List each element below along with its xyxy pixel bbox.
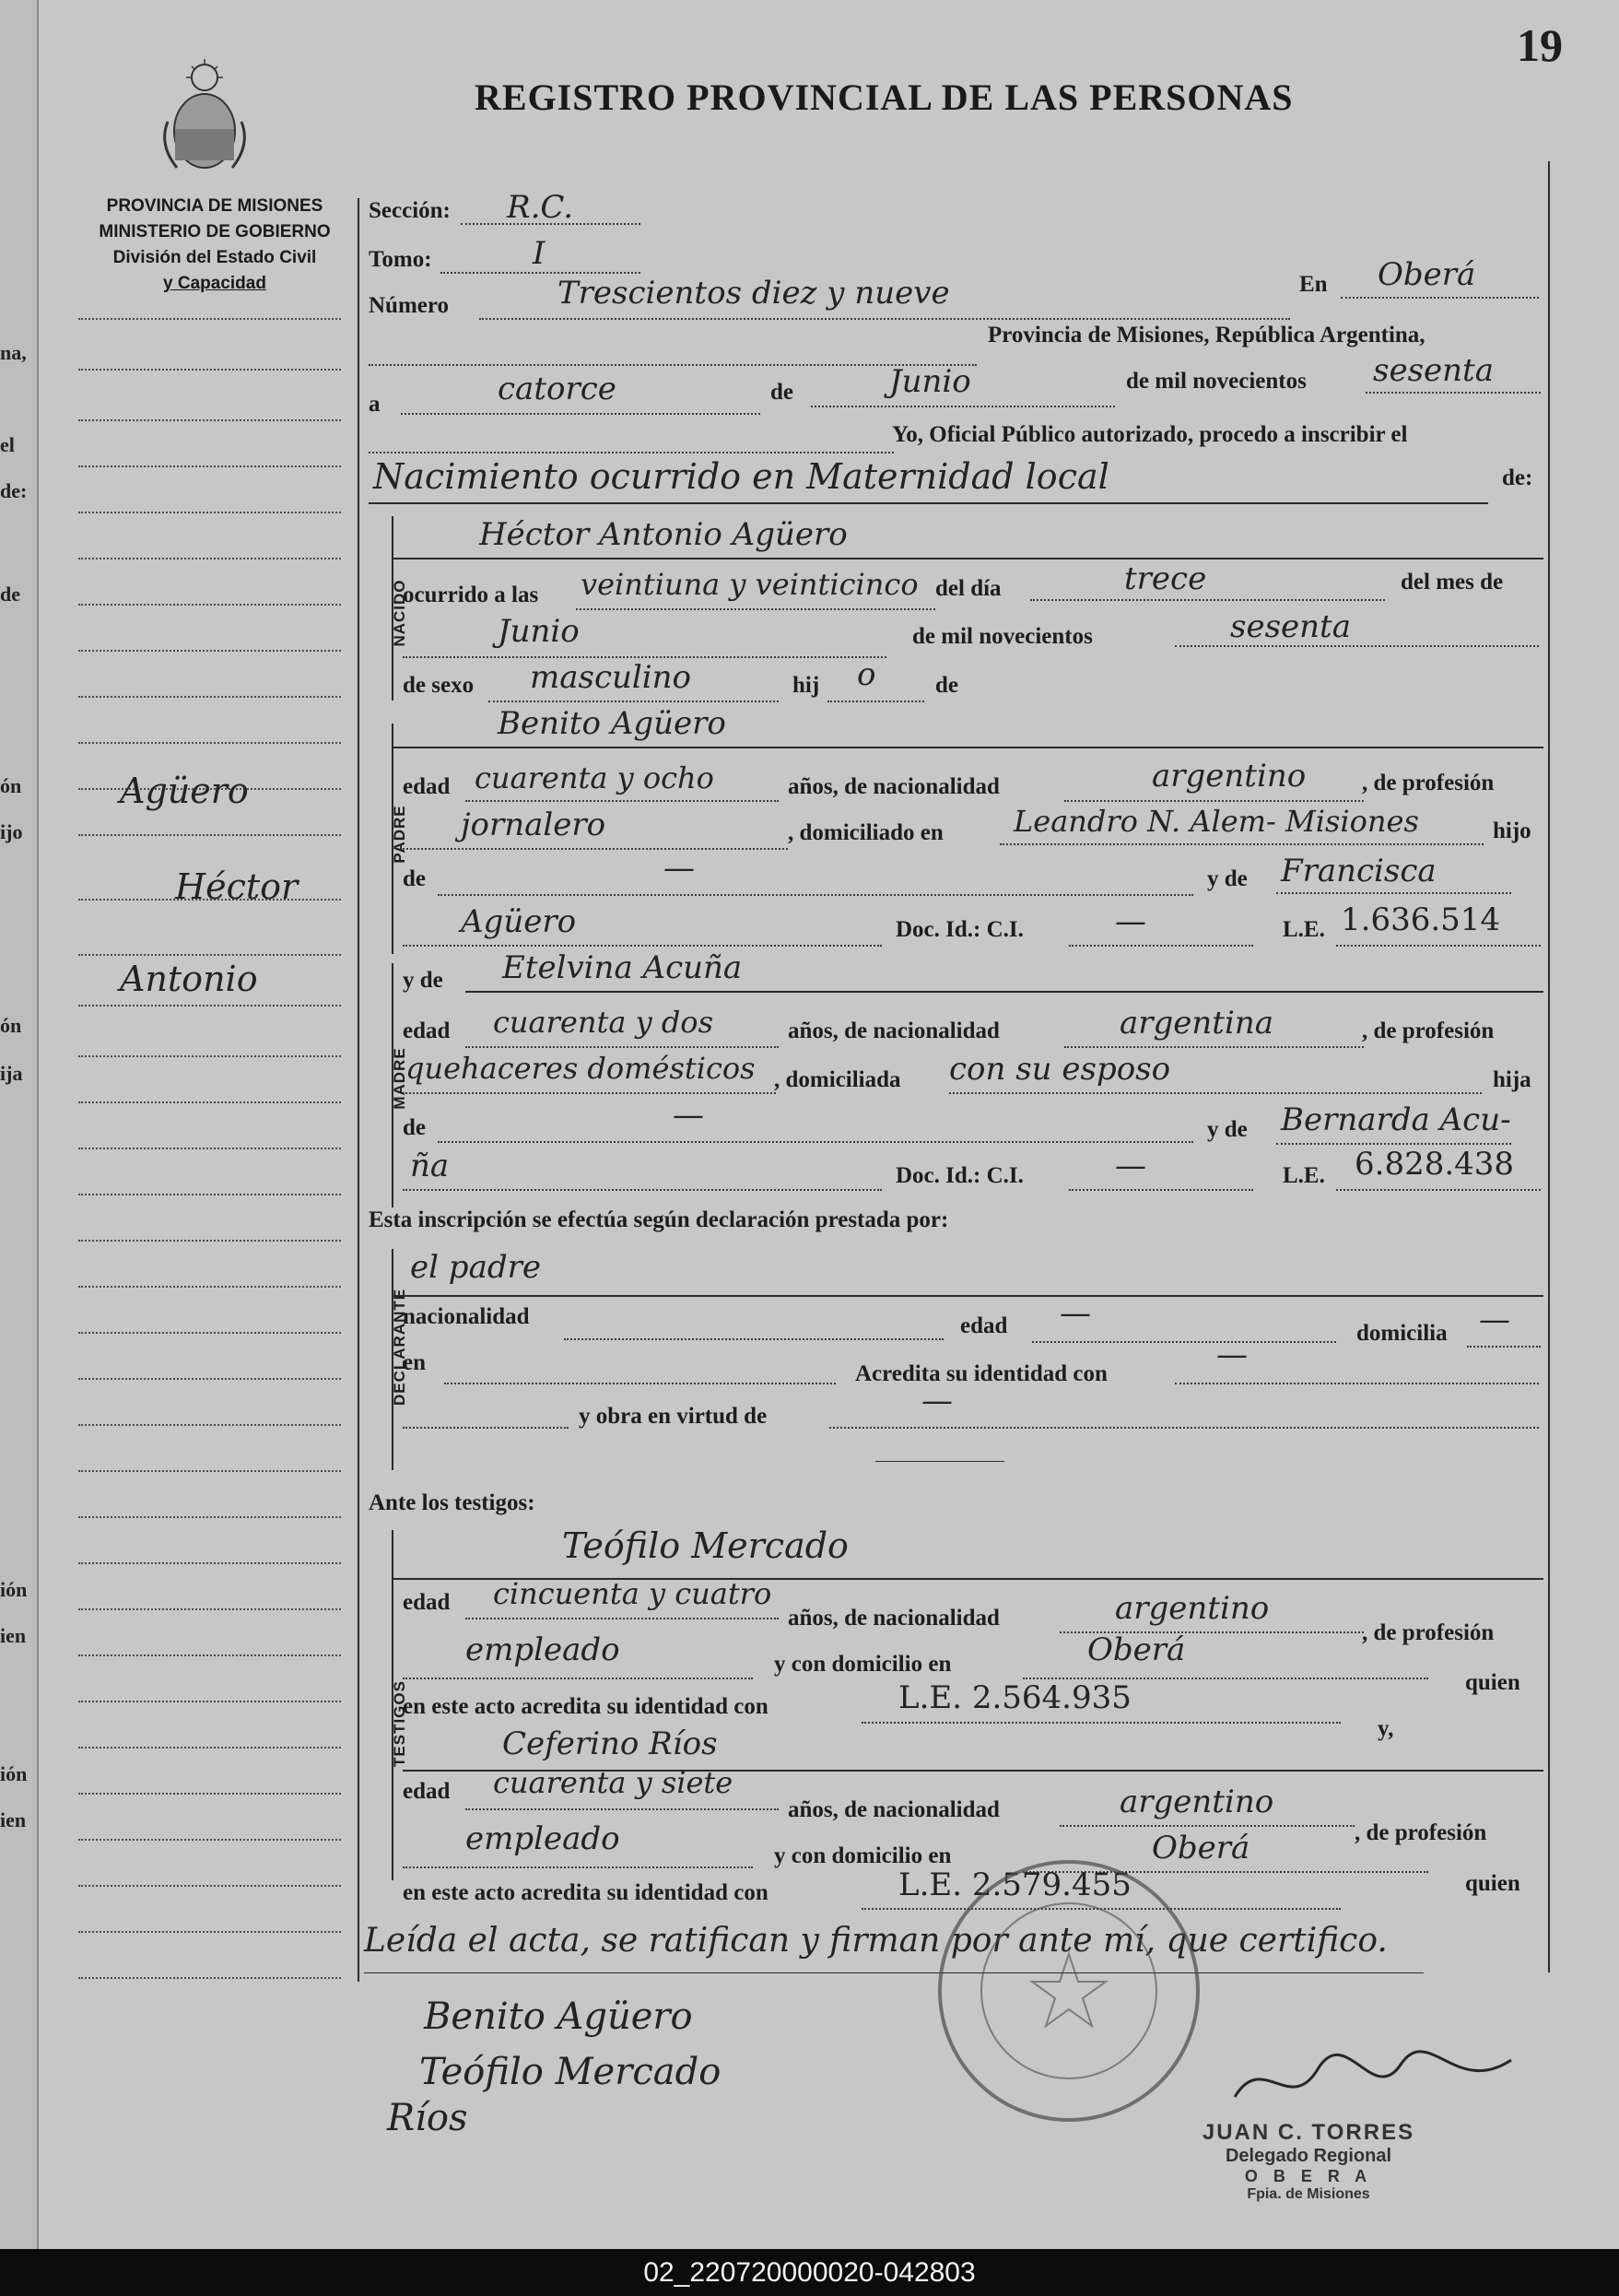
side-fragment: ien xyxy=(0,1624,27,1647)
madre-de-label: de xyxy=(403,1115,426,1140)
padre-edad: cuarenta y ocho xyxy=(475,760,714,795)
t1-acredita-label: en este acto acredita su identidad con xyxy=(403,1694,768,1719)
side-fragment: de: xyxy=(0,479,28,502)
declarante-tag: DECLARANTE xyxy=(391,1288,408,1406)
padre-le: 1.636.514 xyxy=(1341,901,1501,938)
margin-middle-name: Antonio xyxy=(120,959,258,999)
issuing-organization xyxy=(72,194,358,297)
de-sexo-label: de sexo xyxy=(403,673,475,698)
padre-le-label: L.E. xyxy=(1283,917,1325,942)
madre-doc-label: Doc. Id.: C.I. xyxy=(896,1163,1024,1188)
decl-domicilia: — xyxy=(1479,1301,1510,1338)
decl-nac-label: nacionalidad xyxy=(403,1304,530,1329)
closing-statement: Leída el acta, se ratifican y firman por ante mí, que certifico. xyxy=(364,1922,1388,1960)
padre-hijo-de-2: Francisca xyxy=(1281,853,1437,889)
margin-surname: Agüero xyxy=(120,771,249,811)
margin-divider xyxy=(358,198,359,1982)
side-fragment: ión xyxy=(0,1762,28,1785)
t1-nac-label: años, de nacionalidad xyxy=(788,1606,1000,1631)
testigo1-documento: L.E. 2.564.935 xyxy=(898,1679,1132,1716)
oficial-text: Yo, Oficial Público autorizado, procedo a inscribir el xyxy=(892,422,1408,447)
testigo1-domicilio: Oberá xyxy=(1087,1631,1186,1668)
madre-tag: MADRE xyxy=(391,1047,408,1110)
madre-le: 6.828.438 xyxy=(1355,1146,1515,1183)
de-mil-2-label: de mil novecientos xyxy=(912,624,1093,649)
document-title: REGISTRO PROVINCIAL DE LAS PERSONAS xyxy=(475,77,1294,118)
de-label: de xyxy=(770,380,793,405)
decl-obra-label: y obra en virtud de xyxy=(579,1404,768,1429)
hij-label: hij xyxy=(792,673,820,698)
madre-edad-label: edad xyxy=(403,1018,451,1043)
signature-witness-1: Teófilo Mercado xyxy=(419,2051,722,2093)
signature-father: Benito Agüero xyxy=(424,1996,693,2038)
declaracion-text: Esta inscripción se efectúa según declaración prestada por: xyxy=(369,1207,949,1232)
testigo1-nacionalidad: argentino xyxy=(1115,1590,1270,1627)
numero-label: Número xyxy=(369,293,450,318)
decl-acredita: — xyxy=(1216,1336,1248,1373)
hecho-value: Nacimiento ocurrido en Maternidad local xyxy=(373,456,1109,497)
padre-domicilio: Leandro N. Alem- Misiones xyxy=(1014,804,1419,839)
decl-obra: — xyxy=(921,1383,953,1419)
nacido-sexo: masculino xyxy=(530,659,692,696)
declarante-quien: el padre xyxy=(410,1249,541,1286)
nacido-nombre: Héctor Antonio Agüero xyxy=(479,516,848,553)
t1-dom-label: y con domicilio en xyxy=(774,1652,952,1677)
side-fragment: de xyxy=(0,583,20,606)
page-number: 19 xyxy=(1517,19,1563,71)
seccion-value: R.C. xyxy=(507,189,574,226)
org-line: PROVINCIA DE MISIONES xyxy=(106,196,323,216)
side-fragment: el xyxy=(0,433,15,456)
tomo-value: I xyxy=(533,235,546,272)
t2-prof-label: , de profesión xyxy=(1355,1820,1487,1845)
decl-domicilia-label: domicilia xyxy=(1356,1321,1448,1346)
testigo1-nombre: Teófilo Mercado xyxy=(562,1525,849,1566)
de-colon-label: de: xyxy=(1502,465,1533,490)
official-province: Fpia. de Misiones xyxy=(1247,2186,1370,2202)
registry-stamp-icon xyxy=(931,1853,1207,2129)
madre-ci: — xyxy=(1115,1148,1146,1184)
org-line: MINISTERIO DE GOBIERNO xyxy=(99,222,331,241)
t2-nac-label: años, de nacionalidad xyxy=(788,1797,1000,1822)
testigo2-domicilio: Oberá xyxy=(1152,1830,1250,1866)
testigo2-documento: L.E. 2.579.455 xyxy=(898,1866,1132,1903)
lugar-value: Oberá xyxy=(1378,256,1476,293)
de-2-label: de xyxy=(935,673,958,698)
madre-prof-label: , de profesión xyxy=(1362,1018,1495,1043)
testigo1-edad: cincuenta y cuatro xyxy=(493,1576,772,1611)
official-name: JUAN C. TORRES xyxy=(1202,2120,1415,2145)
nacido-dia: trece xyxy=(1124,560,1207,597)
t1-y-label: y, xyxy=(1378,1716,1394,1741)
form-right-border xyxy=(1548,161,1550,1972)
madre-dom-label: , domiciliada xyxy=(774,1067,901,1092)
file-code: 02_220720000020-042803 xyxy=(643,2257,976,2288)
anio-value: sesenta xyxy=(1373,352,1494,389)
nacido-mes: Junio xyxy=(498,613,580,650)
side-fragment: ien xyxy=(0,1808,27,1831)
padre-nacionalidad: argentino xyxy=(1152,758,1307,795)
hija-label: hija xyxy=(1493,1067,1531,1092)
coat-of-arms-icon xyxy=(158,57,251,177)
padre-profesion: jornalero xyxy=(461,807,606,843)
nacido-tag: NACIDO xyxy=(391,579,408,647)
t1-prof-label: , de profesión xyxy=(1362,1620,1495,1645)
nacido-hora: veintiuna y veinticinco xyxy=(581,567,919,602)
side-fragment: ón xyxy=(0,774,22,797)
padre-tag: PADRE xyxy=(391,805,408,864)
padre-nombre: Benito Agüero xyxy=(498,705,726,742)
padre-de-label: de xyxy=(403,866,426,891)
provincia-text: Provincia de Misiones, República Argentina, xyxy=(988,323,1425,347)
signature-witness-2: Ríos xyxy=(387,2097,468,2139)
en-label: En xyxy=(1299,272,1328,297)
testigo2-profesion: empleado xyxy=(465,1820,620,1857)
madre-nacionalidad: argentina xyxy=(1120,1005,1274,1042)
hijo-label: hijo xyxy=(1493,818,1531,843)
t2-edad-label: edad xyxy=(403,1779,451,1804)
testigos-tag: TESTIGOS xyxy=(391,1680,408,1767)
decl-edad: — xyxy=(1060,1295,1091,1332)
del-mes-label: del mes de xyxy=(1401,570,1504,595)
padre-hijo-de-1: — xyxy=(663,850,695,887)
t1-edad-label: edad xyxy=(403,1590,451,1615)
ante-testigos-label: Ante los testigos: xyxy=(369,1490,535,1515)
nacido-hij: o xyxy=(857,656,876,693)
dia-value: catorce xyxy=(498,371,616,407)
file-code-bar xyxy=(0,2249,1619,2296)
side-fragment: na, xyxy=(0,341,27,364)
padre-edad-label: edad xyxy=(403,774,451,799)
madre-hija-de-2: Bernarda Acu- xyxy=(1281,1101,1511,1138)
madre-domicilio: con su esposo xyxy=(949,1051,1171,1088)
padre-dom-label: , domiciliado en xyxy=(788,820,944,845)
t2-dom-label: y con domicilio en xyxy=(774,1843,952,1868)
madre-nombre: Etelvina Acuña xyxy=(502,949,743,986)
padre-ci: — xyxy=(1115,903,1146,940)
t2-acredita-label: en este acto acredita su identidad con xyxy=(403,1880,768,1905)
decl-edad-label: edad xyxy=(960,1313,1008,1338)
padre-nac-label: años, de nacionalidad xyxy=(788,774,1000,799)
madre-hija-de-2b: ña xyxy=(410,1148,450,1184)
tomo-label: Tomo: xyxy=(369,247,432,272)
madre-hija-de-1: — xyxy=(673,1097,704,1134)
madre-y-de-label: y de xyxy=(403,968,443,993)
a-label: a xyxy=(369,392,381,417)
numero-value: Trescientos diez y nueve xyxy=(557,275,950,312)
ocurrido-label: ocurrido a las xyxy=(403,583,539,607)
official-stamp-block xyxy=(1189,2120,1428,2203)
side-fragment: ija xyxy=(0,1062,23,1085)
madre-nac-label: años, de nacionalidad xyxy=(788,1018,1000,1043)
nacido-anio: sesenta xyxy=(1230,608,1351,645)
testigo1-profesion: empleado xyxy=(465,1631,620,1668)
side-fragment: ón xyxy=(0,1014,22,1037)
seccion-label: Sección: xyxy=(369,198,451,223)
side-fragment: ión xyxy=(0,1578,28,1601)
mes-value: Junio xyxy=(889,363,971,400)
side-fragment: ijo xyxy=(0,820,23,843)
testigo2-nacionalidad: argentino xyxy=(1120,1784,1274,1820)
t2-quien-label: quien xyxy=(1465,1871,1520,1896)
de-mil-label: de mil novecientos xyxy=(1126,369,1307,394)
org-line: y Capacidad xyxy=(163,274,266,293)
madre-profesion: quehaceres domésticos xyxy=(405,1051,756,1086)
padre-prof-label: , de profesión xyxy=(1362,771,1495,795)
official-city: O B E R A xyxy=(1244,2167,1373,2185)
padre-doc-label: Doc. Id.: C.I. xyxy=(896,917,1024,942)
decl-acredita-label: Acredita su identidad con xyxy=(855,1361,1108,1386)
margin-first-name: Héctor xyxy=(175,866,299,907)
testigo2-nombre: Ceferino Ríos xyxy=(502,1725,718,1762)
madre-le-label: L.E. xyxy=(1283,1163,1325,1188)
official-role: Delegado Regional xyxy=(1225,2146,1392,2166)
decl-en-label: en xyxy=(403,1350,426,1375)
padre-hijo-de-2b: Agüero xyxy=(461,903,577,940)
padre-y-de-label: y de xyxy=(1207,866,1248,891)
official-signature-mark xyxy=(1226,2042,1520,2115)
t1-quien-label: quien xyxy=(1465,1670,1520,1695)
org-line: División del Estado Civil xyxy=(112,248,317,267)
madre-y-de-2-label: y de xyxy=(1207,1117,1248,1142)
madre-edad: cuarenta y dos xyxy=(493,1005,713,1040)
testigo2-edad: cuarenta y siete xyxy=(493,1765,733,1800)
del-dia-label: del día xyxy=(935,576,1002,601)
previous-page-edge xyxy=(0,0,39,2249)
